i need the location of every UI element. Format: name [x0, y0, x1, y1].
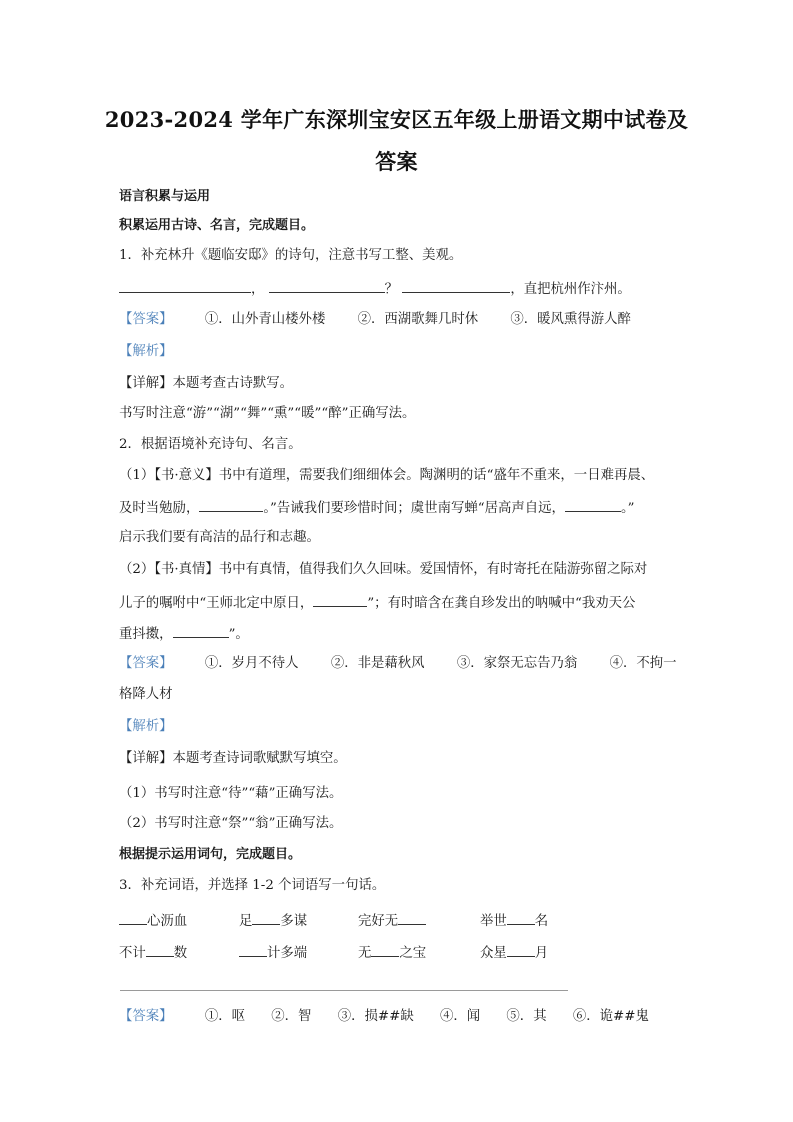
word-blank[interactable] — [119, 911, 147, 925]
word-blank[interactable] — [398, 911, 426, 925]
word-item: 足 多谋 — [239, 910, 307, 929]
word-item: 完好无 — [358, 910, 426, 929]
answer-label: 【答案】 — [119, 312, 173, 327]
answer-item: ③．暖风熏得游人醉 — [510, 312, 631, 327]
answer-item: ②．西湖歌舞几时休 — [357, 312, 479, 327]
question-3-answer — [119, 1008, 649, 1026]
question-2-part1-line1: （1）【书·意义】书中有道理，需要我们细细体会。陶渊明的话“盛年不重来，一日难再晨、 — [119, 468, 655, 483]
text: ”。 — [228, 627, 249, 642]
question-2-part2-line1: （2）【书·真情】书中有真情，值得我们久久回味。爱国情怀，有时寄托在陆游弥留之际对 — [119, 562, 648, 577]
question-1-fill-line — [119, 279, 631, 299]
answer-item: ①．山外青山楼外楼 — [204, 312, 326, 327]
answer-label: 【答案】 — [119, 1009, 173, 1024]
blank-3[interactable] — [313, 593, 367, 607]
answer-label: 【答案】 — [119, 656, 173, 671]
question-1-prompt: 1．补充林升《题临安邸》的诗句，注意书写工整、美观。 — [119, 248, 463, 263]
text: ”；有时暗含在龚自珍发出的呐喊中“我劝天公 — [367, 596, 636, 611]
question-1-detail: 【详解】本题考查古诗默写。 — [119, 376, 294, 391]
word-item: 不计 数 — [119, 942, 187, 961]
blank-1[interactable] — [119, 279, 251, 293]
text: 儿子的嘱咐中“王师北定中原日， — [119, 596, 314, 611]
answer-item: ⑥．诡##鬼 — [572, 1009, 649, 1024]
question-2-answer-continued: 格降人材 — [119, 687, 173, 702]
section-heading: 语言积累与运用 — [119, 189, 211, 204]
word-blank[interactable] — [252, 911, 280, 925]
separator: ？ — [384, 282, 399, 297]
blank-1[interactable] — [199, 498, 263, 512]
text: 。”告诫我们要珍惜时间；虞世南写蝉“居高声自远， — [263, 501, 565, 516]
word-item: 心沥血 — [119, 910, 187, 929]
question-2-part1-line2 — [119, 498, 634, 518]
sentence-writing-line[interactable] — [120, 990, 568, 991]
blank-3[interactable] — [402, 279, 510, 293]
answer-item: ②．非是藉秋风 — [330, 656, 425, 671]
blank-2[interactable] — [269, 279, 385, 293]
question-1-answer — [119, 311, 631, 329]
analysis-label: 【解析】 — [119, 344, 173, 359]
answer-item: ②．智 — [271, 1009, 312, 1024]
text: 。” — [620, 501, 635, 516]
word-item: 众星 月 — [480, 942, 548, 961]
blank-4[interactable] — [173, 624, 229, 638]
answer-item: ⑤．其 — [506, 1009, 547, 1024]
question-3-prompt: 3．补充词语，并选择 1-2 个词语写一句话。 — [119, 878, 386, 893]
text: 重抖擞， — [119, 627, 173, 642]
answer-item: ③．家祭无忘告乃翁 — [456, 656, 578, 671]
blank-2[interactable] — [565, 498, 621, 512]
poem-tail: ，直把杭州作汴州。 — [510, 282, 631, 297]
question-2-detail: 【详解】本题考查诗词歌赋默写填空。 — [119, 751, 347, 766]
question-1-note: 书写时注意“游”“湖”“舞”“熏”“暖”“醉”正确写法。 — [119, 406, 416, 421]
question-2-part1-line3: 启示我们要有高洁的品行和志趣。 — [119, 530, 320, 545]
word-blank[interactable] — [507, 911, 535, 925]
document-title-line1: 2023-2024 学年广东深圳宝安区五年级上册语文期中试卷及 — [104, 107, 689, 132]
question-2-part2-line2 — [119, 593, 635, 613]
answer-item: ①．呕 — [204, 1009, 245, 1024]
word-blank[interactable] — [239, 943, 267, 957]
section-subheading: 积累运用古诗、名言，完成题目。 — [119, 218, 315, 233]
question-2-note2: （2）书写时注意“祭”“翁”正确写法。 — [119, 816, 343, 831]
answer-item: ③．损##缺 — [337, 1009, 414, 1024]
word-blank[interactable] — [371, 943, 399, 957]
word-blank[interactable] — [146, 943, 174, 957]
word-item: 计多端 — [239, 942, 307, 961]
question-2-answer — [119, 655, 677, 673]
separator: ， — [251, 282, 265, 297]
analysis-label: 【解析】 — [119, 719, 173, 734]
text: 及时当勉励， — [119, 501, 200, 516]
question-2-part2-line3 — [119, 624, 249, 644]
answer-item: ④．闻 — [439, 1009, 481, 1024]
answer-item: ①．岁月不待人 — [204, 656, 299, 671]
question-2-prompt: 2．根据语境补充诗句、名言。 — [119, 437, 302, 452]
section-subheading: 根据提示运用词句，完成题目。 — [119, 847, 302, 862]
question-2-note1: （1）书写时注意“待”“藉”正确写法。 — [119, 786, 343, 801]
word-blank[interactable] — [507, 943, 535, 957]
document-title-line2: 答案 — [375, 149, 418, 174]
word-item: 无 之宝 — [358, 942, 426, 961]
answer-item: ④．不拘一 — [609, 656, 677, 671]
word-item: 举世 名 — [480, 910, 548, 929]
